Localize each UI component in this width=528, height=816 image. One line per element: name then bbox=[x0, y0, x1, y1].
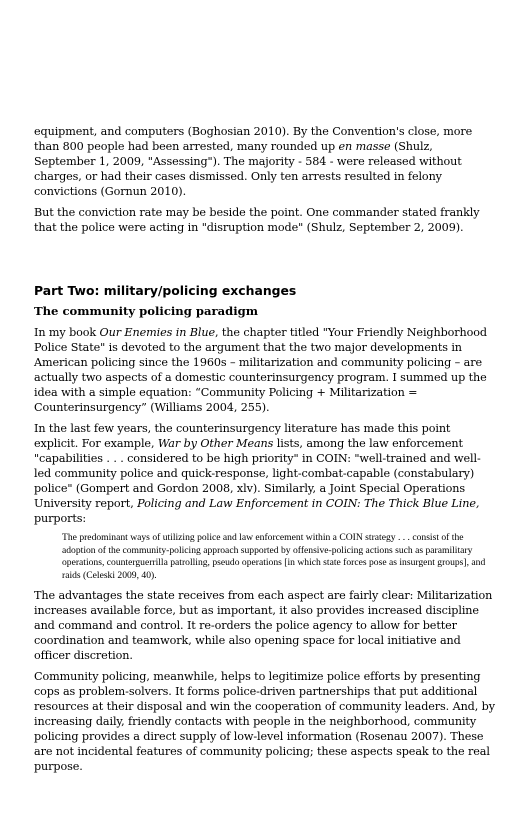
italic-title: War by Other Means bbox=[157, 437, 274, 450]
text-run: In the last few years, the counterinsurgency literature has made this point explicit. For example, bbox=[34, 422, 451, 450]
paragraph-counterinsurgency-literature bbox=[34, 421, 496, 526]
text-run: (Shulz, September 1, 2009, "Assessing"). The majority - 584 - were released without charges, or had their cases dismissed. Only ten arrests resulted in felony convictions (Gornun 2010). bbox=[34, 140, 462, 198]
text-run: , the chapter titled "Your Friendly Neighborhood Police State" is devoted to the argument that the two major developments in American policing since the 1960s – militarization and community policing – are actually two aspects of a domestic counterinsurgency program. I summed up the idea with a simple equation: “Community Policing + Militarization = Counterinsurgency” (Williams 2004, 255). bbox=[34, 326, 487, 414]
text-run: Community policing, meanwhile, helps to legitimize police efforts by presenting cops as problem-solvers. It forms police-driven partnerships that put additional resources at their disposal and win the cooperation of community leaders. And, by increasing daily, friendly contacts with people in the neighborhood, community policing provides a direct supply of low-level information (Rosenau 2007). These are not incidental features of community policing; these aspects speak to the real purpose. bbox=[34, 670, 495, 773]
text-run: The predominant ways of utilizing police and law enforcement within a COIN strategy . . . consist of the adoption of the community-policing approach supported by offensive-policing actions such as paramilitary operations, counterguerrilla patrolling, pseudo operations [in which state forces pose as insurgent groups], and raids (Celeski 2009, 40). bbox=[62, 532, 486, 581]
text-run: equipment, and computers (Boghosian 2010). By the Convention's close, more than 800 people had been arrested, many rounded up bbox=[34, 125, 473, 153]
text-run: But the conviction rate may be beside the point. One commander stated frankly that the police were acting in "disruption mode" (Shulz, September 2, 2009). bbox=[34, 206, 480, 234]
section-heading: Part Two: military/policing exchanges bbox=[34, 283, 297, 298]
italic-title: Policing and Law Enforcement in COIN: The Thick Blue Line, bbox=[137, 497, 480, 510]
italic-title: Our Enemies in Blue bbox=[99, 326, 215, 339]
paragraph-conviction-rate bbox=[34, 205, 496, 235]
text-run: purports: bbox=[34, 512, 87, 525]
text-run: lists, among the law enforcement "capabilities . . . considered to be high priority" in COIN: "well-trained and well-led community police and quick-response, light-combat-capable (constabulary) police" (Gompert and Gordon 2008, xlv). Similarly, a Joint Special Operations University report, bbox=[34, 437, 481, 510]
subheading: The community policing paradigm bbox=[34, 304, 258, 318]
paragraph-state-advantages bbox=[34, 588, 496, 663]
block-quote bbox=[62, 532, 492, 582]
document-page bbox=[34, 124, 496, 780]
paragraph-our-enemies-in-blue bbox=[34, 325, 496, 415]
text-run: In my book bbox=[34, 326, 100, 339]
text-run: The advantages the state receives from each aspect are fairly clear: Militarization increases available force, but as important, it also provides increased discipline and command and control. It re-orders the police agency to allow for better coordination and teamwork, while also opening space for local initiative and officer discretion. bbox=[34, 589, 493, 662]
paragraph-convention-arrests bbox=[34, 124, 496, 199]
italic-title: en masse bbox=[338, 140, 391, 153]
paragraph-community-policing bbox=[34, 669, 496, 774]
